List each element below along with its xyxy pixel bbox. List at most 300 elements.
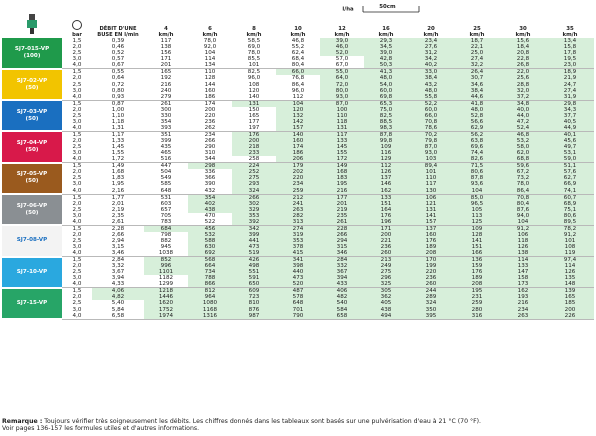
speed-header-group [144, 2, 594, 38]
application-rate-cell: 399 [232, 232, 276, 238]
flow-cell: 1,83 [111, 175, 125, 182]
application-rate-cell: 224 [232, 163, 276, 170]
application-rate-cell: 59,6 [500, 163, 546, 170]
flow-cell: 0,39 [111, 38, 125, 45]
application-rate-cell: 176 [364, 213, 408, 219]
application-rate-cell: 40,1 [546, 131, 594, 138]
application-rate-cell: 103 [408, 156, 454, 163]
application-rate-cell: 82,5 [247, 69, 261, 76]
speed-unit: km/h [334, 32, 350, 38]
application-rate-cell: 116 [364, 150, 408, 156]
application-rate-cell: 48,0 [454, 107, 500, 113]
application-rate-cell: 34,5 [364, 44, 408, 50]
application-rate-cell: 473 [276, 275, 320, 281]
application-rate-cell: 199 [408, 263, 454, 269]
application-rate-cell: 62,7 [546, 175, 594, 181]
flow-cell: 4,82 [92, 294, 144, 300]
application-rate-cell: 473 [232, 244, 276, 250]
application-rate-cell: 522 [188, 219, 232, 226]
application-rate-cell: 140 [276, 131, 320, 138]
application-rate-cell: 119 [546, 250, 594, 257]
application-rate-cell: 46,0 [320, 44, 364, 50]
application-rate-cell: 25,0 [454, 50, 500, 56]
application-rate-cell: 798 [160, 231, 172, 238]
application-rate-cell: 812 [188, 288, 232, 295]
application-rate-cell: 120 [276, 107, 320, 113]
application-rate-cell: 788 [188, 275, 232, 281]
application-rate-cell: 73,2 [500, 175, 546, 181]
application-rate-cell: 140 [232, 94, 276, 101]
nozzle-model-code: (50) [25, 209, 39, 216]
speed-unit: km/h [290, 32, 306, 38]
application-rate-cell: 138 [160, 44, 172, 51]
application-rate-cell: 996 [144, 263, 188, 269]
application-rate-cell: 313 [276, 219, 320, 226]
application-rate-cell: 28,8 [500, 81, 546, 87]
application-rate-cell: 177 [320, 194, 364, 201]
application-rate-cell: 201 [320, 201, 364, 207]
application-rate-cell: 54,0 [364, 81, 408, 87]
application-rate-cell: 86,4 [500, 188, 546, 195]
application-rate-cell: 66,9 [546, 181, 594, 187]
application-rate-cell: 162 [364, 188, 408, 195]
pressure-cell: 3,0 [72, 118, 82, 125]
pressure-gauge-icon [72, 20, 82, 30]
application-rate-cell: 87,8 [454, 175, 500, 181]
application-rate-cell: 53,1 [546, 150, 594, 156]
application-rate-cell: 1218 [144, 288, 188, 295]
pressure-cell: 1,5 [72, 163, 82, 170]
speed-value: 6 [208, 26, 212, 32]
application-rate-cell: 57,6 [546, 169, 594, 175]
pressure-cell: 2,5 [72, 300, 82, 307]
application-rate-cell: 296 [364, 275, 408, 281]
application-rate-cell: 87,0 [320, 100, 364, 107]
application-rate-cell: 62,9 [454, 125, 500, 132]
application-rate-cell: 138 [500, 250, 546, 257]
application-rate-cell: 60,0 [364, 88, 408, 94]
pressure-cell: 2,5 [72, 112, 82, 119]
application-rate-cell: 105 [454, 207, 500, 213]
application-rate-cell: 15,6 [500, 38, 546, 44]
pressure-cell: 2,0 [72, 294, 82, 301]
application-rate-cell: 145 [320, 144, 364, 150]
application-rate-cell: 104 [454, 188, 500, 195]
application-rate-cell: 30,7 [454, 75, 500, 81]
application-rate-cell: 52,2 [408, 100, 454, 107]
application-rate-cell: 705 [160, 212, 172, 219]
application-rate-cell: 136 [454, 257, 500, 264]
application-rate-cell: 128 [454, 232, 500, 238]
speed-column-header [454, 26, 500, 38]
application-rate-cell: 201 [144, 62, 188, 69]
application-rate-cell: 164 [364, 207, 408, 213]
application-rate-cell: 22,8 [500, 56, 546, 62]
speed-unit: km/h [562, 32, 578, 38]
application-rate-cell: 192 [160, 75, 172, 82]
application-rate-cell: 117 [320, 131, 364, 138]
application-rate-cell: 220 [408, 269, 454, 275]
application-rate-cell: 126 [364, 169, 408, 175]
pressure-cell: 4,0 [62, 125, 92, 132]
application-rate-cell: 96,0 [291, 87, 305, 94]
application-rate-cell: 456 [188, 225, 232, 232]
speed-value: 12 [338, 26, 346, 32]
application-rate-cell: 40,0 [500, 107, 546, 113]
nozzle-model-name: SJ7-02-VP [16, 77, 48, 84]
application-rate-cell: 104 [500, 219, 546, 226]
application-rate-cell: 144 [204, 81, 216, 88]
application-rate-cell: 258 [232, 156, 276, 163]
application-rate-cell: 33,0 [408, 69, 454, 76]
flow-cell: 1,10 [111, 112, 125, 119]
application-rate-cell: 1620 [144, 300, 188, 306]
application-rate-cell: 176 [232, 131, 276, 138]
nozzle-model-name: SJ7-06-VP [16, 202, 48, 209]
application-rate-cell: 1101 [144, 269, 188, 275]
application-rate-cell: 13,4 [546, 38, 594, 44]
application-rate-cell: 137 [408, 225, 454, 232]
application-rate-cell: 487 [276, 288, 320, 295]
application-rate-cell: 96,0 [247, 75, 261, 82]
application-rate-cell: 55,8 [408, 94, 454, 101]
application-rate-cell: 27,4 [454, 56, 500, 62]
nozzle-model-name: SJ7-08-VP [16, 237, 48, 244]
application-rate-cell: 390 [204, 181, 216, 188]
pressure-cell: 2,5 [72, 144, 82, 151]
pressure-header [62, 2, 92, 38]
application-rate-cell: 165 [248, 112, 260, 119]
application-rate-cell: 200 [232, 138, 276, 144]
application-rate-cell: 68,9 [546, 201, 594, 207]
application-rate-cell: 38,4 [408, 75, 454, 81]
nozzle-model-cell [2, 288, 62, 319]
application-rate-cell: 236 [204, 118, 216, 125]
application-rate-cell: 228 [320, 225, 364, 232]
application-rate-cell: 261 [160, 100, 172, 107]
application-rate-cell: 220 [204, 112, 216, 119]
application-rate-cell: 82,5 [364, 113, 408, 119]
application-rate-cell: 236 [408, 275, 454, 281]
application-rate-cell: 261 [320, 219, 364, 226]
application-rate-cell: 41,8 [454, 100, 500, 107]
application-rate-cell: 52,4 [500, 125, 546, 132]
application-rate-cell: 186 [188, 94, 232, 101]
application-rate-cell: 289 [408, 294, 454, 300]
application-rate-cell: 520 [276, 281, 320, 288]
speed-value: 4 [164, 26, 168, 32]
flow-cell: 6,58 [92, 313, 144, 320]
pressure-cell: 2,5 [72, 81, 82, 88]
application-rate-cell: 284 [320, 257, 364, 264]
application-rate-cell: 26,8 [500, 62, 546, 69]
application-rate-cell: 221 [364, 238, 408, 244]
application-rate-cell: 310 [204, 150, 216, 157]
application-rate-cell: 27,4 [546, 88, 594, 94]
application-rate-cell: 27,6 [408, 44, 454, 50]
application-rate-cell: 648 [276, 300, 320, 306]
application-rate-cell: 75,1 [546, 207, 594, 213]
application-rate-cell: 399 [160, 137, 172, 144]
flow-cell: 1,00 [111, 106, 125, 113]
application-rate-cell: 392 [232, 219, 276, 226]
flow-cell: 2,19 [111, 206, 125, 213]
application-rate-cell: 987 [232, 313, 276, 320]
application-rate-cell: 142 [276, 119, 320, 125]
application-rate-cell: 176 [408, 238, 454, 244]
application-rate-cell: 56,6 [454, 119, 500, 125]
application-rate-cell: 80,0 [320, 88, 364, 94]
application-rate-cell: 231 [454, 294, 500, 300]
application-rate-cell: 79,8 [408, 138, 454, 144]
pressure-cell: 2,5 [72, 50, 82, 57]
application-rate-cell: 438 [188, 207, 232, 213]
application-rate-cell: 118 [500, 238, 546, 244]
application-rate-cell: 341 [276, 257, 320, 264]
pressure-cell: 4,0 [62, 250, 92, 257]
application-rate-cell: 447 [160, 163, 172, 170]
application-rate-cell: 31,2 [408, 50, 454, 56]
table-row [2, 313, 594, 320]
application-rate-cell: 398 [276, 263, 320, 269]
application-rate-cell: 482 [320, 294, 364, 300]
application-rate-cell: 212 [276, 194, 320, 201]
application-rate-cell: 266 [320, 232, 364, 238]
application-rate-cell: 106 [500, 232, 546, 238]
application-rate-cell: 70,8 [408, 119, 454, 125]
application-rate-cell: 244 [408, 288, 454, 295]
speed-value: 20 [427, 26, 435, 32]
pressure-cell: 4,0 [62, 156, 92, 163]
application-rate-cell: 37,7 [546, 113, 594, 119]
application-rate-cell: 53,2 [500, 138, 546, 144]
flow-cell: 1,72 [92, 156, 144, 163]
application-rate-cell: 165 [160, 69, 172, 76]
application-rate-cell: 344 [188, 156, 232, 163]
application-rate-cell: 532 [188, 232, 232, 238]
application-rate-cell: 233 [232, 150, 276, 156]
application-rate-cell: 174 [204, 100, 216, 107]
nozzle-model-name: SJ7-10-VP [16, 268, 48, 275]
application-rate-cell: 24,7 [546, 81, 594, 87]
application-rate-cell: 118 [320, 119, 364, 125]
application-rate-cell: 104 [204, 50, 216, 57]
application-rate-cell: 249 [364, 263, 408, 269]
application-rate-cell: 58,5 [247, 38, 261, 45]
application-rate-cell: 149 [320, 163, 364, 170]
application-rate-cell: 151 [454, 244, 500, 250]
nozzle-model-cell [2, 131, 62, 162]
nozzle-model-code: (50) [25, 115, 39, 122]
application-rate-cell: 353 [276, 238, 320, 244]
pressure-cell: 3,0 [72, 87, 82, 94]
application-rate-cell: 114 [546, 263, 594, 269]
application-rate-cell: 44,9 [546, 125, 594, 132]
application-rate-cell: 259 [276, 188, 320, 195]
application-rate-cell: 76,8 [291, 75, 305, 82]
application-rate-cell: 235 [320, 213, 364, 219]
application-rate-cell: 324 [408, 300, 454, 306]
pressure-cell: 1,5 [72, 257, 82, 264]
application-rate-cell: 319 [276, 232, 320, 238]
application-rate-cell: 60,0 [408, 107, 454, 113]
application-rate-cell: 234 [204, 131, 216, 138]
flow-cell: 5,84 [111, 306, 125, 313]
application-rate-cell: 282 [276, 213, 320, 219]
nozzle-model-name: SJ7-05-VP [16, 171, 48, 178]
application-rate-cell: 146 [364, 181, 408, 187]
speed-column-header [188, 26, 232, 38]
flow-cell: 3,15 [111, 244, 125, 251]
application-rate-cell: 584 [320, 307, 364, 313]
application-rate-cell: 69,8 [364, 94, 408, 101]
application-rate-cell: 790 [276, 313, 320, 320]
application-rate-cell: 157 [408, 219, 454, 226]
nozzle-model-code: (50) [25, 84, 39, 91]
flow-cell: 0,67 [92, 62, 144, 69]
application-rate-cell: 58,0 [500, 144, 546, 150]
application-rate-cell: 52,0 [320, 50, 364, 56]
application-rate-cell: 52,8 [454, 113, 500, 119]
spacing-label: 50cm [379, 3, 396, 10]
application-rate-cell: 86,4 [291, 81, 305, 88]
flow-cell: 1,95 [111, 181, 125, 188]
application-rate-cell: 34,6 [454, 81, 500, 87]
application-rate-cell: 101 [232, 62, 276, 69]
speed-unit: km/h [423, 32, 439, 38]
nozzle-model-code: (100) [23, 52, 41, 59]
flow-cell: 2,28 [111, 225, 125, 232]
application-rate-cell: 426 [232, 257, 276, 264]
remark-line-1: Toujours vérifier très soigneusement les débits. Les chiffres donnés dans les tableaux sont basés sur une pulvérisation d'eau à 21 °C (70 °F). [44, 418, 482, 425]
application-rate-cell: 168 [320, 169, 364, 175]
application-rate-cell: 132 [276, 113, 320, 119]
application-rate-cell: 46,8 [500, 131, 546, 138]
application-rate-cell: 160 [204, 87, 216, 94]
application-rate-cell: 200 [364, 232, 408, 238]
application-rate-cell: 395 [408, 313, 454, 320]
application-rate-cell: 147 [500, 269, 546, 275]
application-rate-cell: 44,0 [500, 113, 546, 119]
application-rate-cell: 394 [320, 275, 364, 281]
application-rate-cell: 101 [408, 169, 454, 175]
application-rate-cell: 101 [546, 238, 594, 244]
pressure-cell: 2,0 [72, 106, 82, 113]
speed-unit: km/h [469, 32, 485, 38]
application-rate-cell: 46,8 [291, 38, 305, 45]
speed-unit: km/h [202, 32, 218, 38]
application-rate-cell: 93,0 [320, 94, 364, 101]
application-rate-cell: 1316 [188, 313, 232, 320]
application-rate-cell: 37,2 [500, 94, 546, 101]
flow-cell: 0,93 [92, 94, 144, 101]
application-rate-cell: 664 [188, 263, 232, 269]
application-rate-cell: 80,6 [454, 169, 500, 175]
pressure-cell: 4,0 [62, 281, 92, 288]
flow-cell: 0,80 [111, 87, 125, 94]
application-rate-cell: 810 [232, 300, 276, 306]
nozzle-model-name: SJ7-04-VP [16, 140, 48, 147]
application-rate-cell: 121 [408, 201, 454, 207]
application-rate-cell: 155 [320, 150, 364, 156]
application-rate-cell: 151 [364, 201, 408, 207]
application-rate-cell: 684 [144, 225, 188, 232]
application-rate-cell: 964 [188, 294, 232, 300]
nozzle-icon [25, 14, 39, 36]
nozzle-icon-header [2, 2, 62, 38]
application-rate-cell: 300 [160, 106, 172, 113]
application-rate-cell: 279 [144, 94, 188, 101]
application-rate-cell: 78,0 [247, 50, 261, 57]
flow-header: DÉBIT D'UNE BUSE EN l/min [97, 26, 139, 38]
application-rate-cell: 1974 [144, 313, 188, 320]
application-rate-cell: 234 [276, 181, 320, 187]
flow-cell: 2,16 [92, 188, 144, 195]
application-rate-cell: 516 [144, 156, 188, 163]
application-rate-cell: 110 [204, 69, 216, 76]
application-rate-cell: 75,0 [364, 107, 408, 113]
application-rate-cell: 64,0 [320, 75, 364, 81]
application-rate-cell: 240 [160, 87, 172, 94]
application-rate-cell: 1299 [144, 281, 188, 288]
pressure-cell: 2,0 [72, 169, 82, 176]
flow-cell: 2,01 [111, 200, 125, 207]
application-rate-cell: 22,1 [454, 44, 500, 50]
application-rate-cell: 78,0 [500, 181, 546, 187]
application-rate-cell: 658 [320, 313, 364, 320]
application-rate-cell: 220 [276, 175, 320, 181]
application-rate-cell: 18,4 [500, 44, 546, 50]
application-rate-cell: 274 [276, 225, 320, 232]
application-rate-cell: 252 [232, 169, 276, 175]
application-rate-cell: 876 [232, 307, 276, 313]
application-rate-cell: 67,0 [320, 62, 364, 69]
speed-labels-row [144, 26, 594, 38]
application-rate-cell: 241 [276, 201, 320, 207]
application-rate-cell: 336 [204, 169, 216, 176]
application-rate-cell: 41,3 [364, 69, 408, 76]
nozzle-model-cell [2, 38, 62, 69]
application-rate-cell: 34,8 [500, 100, 546, 107]
flow-cell: 1,68 [111, 169, 125, 176]
application-rate-cell: 166 [454, 250, 500, 257]
application-rate-cell: 87,0 [408, 144, 454, 150]
lha-header [144, 4, 594, 14]
speed-value: 8 [252, 26, 256, 32]
application-rate-cell: 290 [204, 144, 216, 151]
application-rate-cell: 866 [188, 281, 232, 288]
flow-cell: 2,35 [111, 212, 125, 219]
application-rate-cell: 70,2 [408, 131, 454, 138]
application-rate-cell: 183 [320, 175, 364, 181]
application-rate-cell: 186 [276, 150, 320, 156]
application-rate-cell: 91,2 [500, 225, 546, 232]
pressure-cell: 3,0 [72, 212, 82, 219]
application-rate-cell: 441 [232, 238, 276, 244]
nozzle-model-cell [2, 257, 62, 288]
application-rate-cell: 1038 [144, 250, 188, 257]
application-rate-cell: 126 [500, 244, 546, 250]
application-rate-cell: 133 [320, 138, 364, 144]
application-rate-cell: 22,0 [500, 69, 546, 76]
application-rate-cell: 71,5 [454, 163, 500, 170]
flow-cell: 2,94 [111, 237, 125, 244]
application-rate-cell: 294 [320, 238, 364, 244]
application-rate-cell: 216 [500, 300, 546, 306]
pressure-cell: 3,0 [72, 244, 82, 251]
application-rate-cell: 69,0 [247, 44, 261, 51]
application-rate-cell: 128 [204, 75, 216, 82]
